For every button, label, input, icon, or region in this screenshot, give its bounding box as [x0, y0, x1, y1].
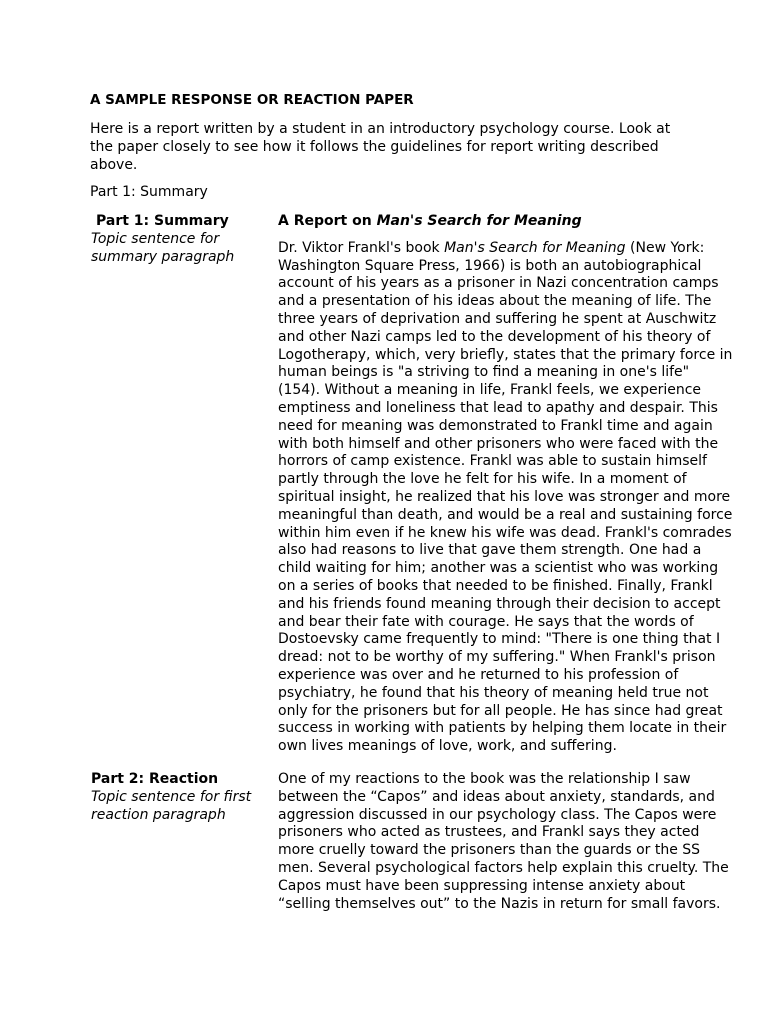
- section2-heading: Part 2: Reaction: [91, 771, 219, 787]
- section1-note: Topic sentence for summary paragraph: [91, 230, 235, 265]
- section1-body: [278, 213, 733, 756]
- summary-book-title: Man's Search for Meaning: [444, 239, 626, 256]
- report-title-prefix: A Report on: [278, 213, 377, 229]
- section2-margin-notes: [91, 771, 266, 824]
- part-label: Part 1: Summary: [90, 184, 208, 200]
- report-title: [278, 213, 733, 231]
- section1-margin-notes: [91, 213, 266, 266]
- summary-rest: (New York: Washington Square Press, 1966) is both an autobiographical account of his years as a prisoner in Nazi concentration camps and a presentation of his ideas about the meaning of life. The three years of deprivation and suffering he spent at Auschwitz and other Nazi camps led to the development of his theory of Logotherapy, which, very briefly, states that the primary force in human beings is "a striving to find a meaning in one's life" (154). Without a meaning in life, Frankl feels, we experience emptiness and loneliness that lead to apathy and despair. This need for meaning was demonstrated to Frankl time and again with both himself and other prisoners who were faced with the horrors of camp existence. Frankl was able to sustain himself partly through the love he felt for his wife. In a moment of spiritual insight, he realized that his love was stronger and more meaningful than death, and would be a real and sustaining force within him even if he knew his wife was dead. Frankl's comrades also had reasons to live that gave them strength. One had a child waiting for him; another was a scientist who was working on a series of books that needed to be finished. Finally, Frankl and his friends found meaning through their decision to accept and bear their fate with courage. He says that the words of Dostoevsky came frequently to mind: "There is one thing that I dread: not to be worthy of my suffering." When Frankl's prison experience was over and he returned to his profession of psychiatry, he found that his theory of meaning held true not only for the prisoners but for all people. He has since had great success in working with patients by helping them locate in their own lives meanings of love, work, and suffering.: [278, 239, 733, 755]
- section1-heading: Part 1: Summary: [96, 213, 229, 229]
- intro-paragraph: Here is a report written by a student in an introductory psychology course. Look at the paper closely to see how it follows the guidelines for report writing described above.: [90, 121, 671, 173]
- reaction-paragraph: One of my reactions to the book was the relationship I saw between the “Capos” and ideas about anxiety, standards, and aggression discussed in our psychology class. The Capos were prisoners who acted as trustees, and Frankl says they acted more cruelly toward the prisoners than the guards or the SS men. Several psychological factors help explain this cruelty. The Capos must have been suppressing intense anxiety about “selling themselves out” to the Nazis in return for small favors.: [278, 771, 729, 912]
- document-title: A SAMPLE RESPONSE OR REACTION PAPER: [90, 92, 414, 108]
- summary-paragraph: [278, 240, 733, 756]
- report-title-book: Man's Search for Meaning: [376, 213, 582, 229]
- summary-start: Dr. Viktor Frankl's book: [278, 239, 445, 256]
- section2-note: Topic sentence for first reaction paragraph: [91, 788, 252, 823]
- section2-body: [278, 771, 733, 913]
